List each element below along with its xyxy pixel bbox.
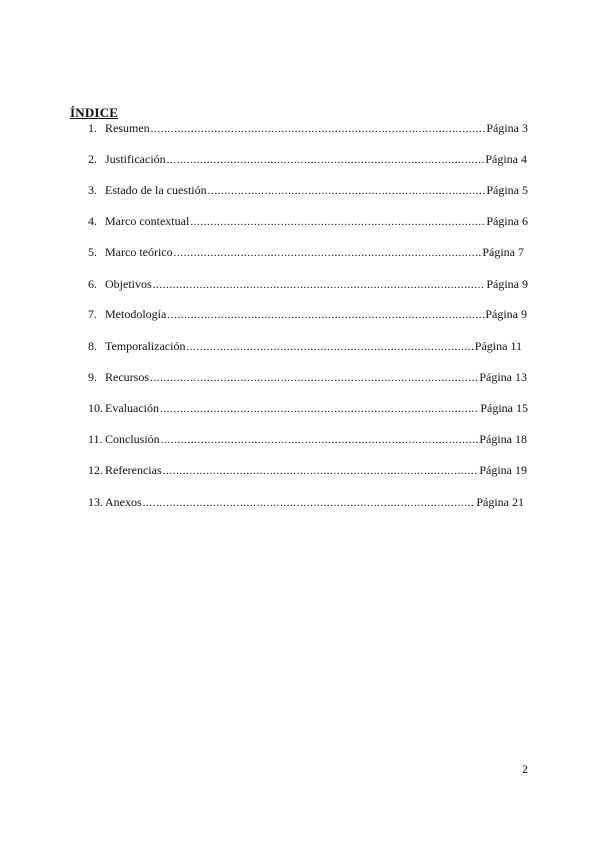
toc-dot-leader <box>161 434 479 446</box>
toc-entry <box>88 277 528 293</box>
toc-entry-page: Página 4 <box>485 152 527 166</box>
toc-entry <box>88 401 528 417</box>
toc-entry-page: Página 7 <box>482 245 524 259</box>
toc-dot-leader <box>186 341 473 353</box>
toc-entry-number: 6. <box>88 277 97 291</box>
toc-entry-label: Marco teórico <box>105 245 173 259</box>
toc-entry-number: 4. <box>88 214 97 228</box>
toc-dot-leader <box>167 309 484 321</box>
toc-entry <box>88 214 528 230</box>
toc-entry-page: Página 11 <box>474 339 522 353</box>
toc-dot-leader <box>143 497 476 509</box>
toc-dot-leader <box>153 279 486 291</box>
toc-dot-leader <box>163 465 479 477</box>
toc-entry-page: Página 18 <box>479 432 527 446</box>
toc-entry-label: Recursos <box>105 370 149 384</box>
toc-title: ÍNDICE <box>70 105 119 120</box>
toc-entry-label: Referencias <box>105 463 162 477</box>
toc-entry-number: 11. <box>88 432 103 446</box>
toc-entry-page: Página 19 <box>479 463 527 477</box>
toc-entry <box>88 370 527 386</box>
toc-dot-leader <box>167 154 485 166</box>
toc-entry-label: Temporalización <box>105 339 186 353</box>
toc-entry-number: 13. <box>88 495 103 509</box>
toc-entry-number: 10. <box>88 401 103 415</box>
toc-entry-label: Anexos <box>105 495 142 509</box>
toc-entry-label: Justificación <box>105 152 166 166</box>
toc-dot-leader <box>150 372 478 384</box>
toc-entry-number: 2. <box>88 152 97 166</box>
toc-entry-number: 8. <box>88 339 97 353</box>
toc-dot-leader <box>208 185 486 197</box>
toc-entry-label: Estado de la cuestión <box>105 183 207 197</box>
toc-dot-leader <box>190 216 485 228</box>
toc-entry-page: Página 5 <box>486 183 528 197</box>
toc-entry-label: Marco contextual <box>105 214 190 228</box>
toc-entry-page: Página 9 <box>485 307 527 321</box>
toc-entry-page: Página 6 <box>486 214 528 228</box>
toc-entry-number: 3. <box>88 183 97 197</box>
toc-entry <box>88 495 524 511</box>
toc-entry-page: Página 9 <box>486 277 528 291</box>
toc-entry-label: Metodología <box>105 307 167 321</box>
toc-entry <box>88 121 528 137</box>
page-number: 2 <box>522 762 528 776</box>
toc-entry <box>88 152 527 168</box>
toc-dot-leader <box>160 403 479 415</box>
toc-entry-page: Página 15 <box>480 401 528 415</box>
toc-entry <box>88 245 524 261</box>
toc-entry-number: 5. <box>88 245 97 259</box>
toc-entry <box>88 463 527 479</box>
toc-entry-number: 12. <box>88 463 103 477</box>
toc-dot-leader <box>174 247 482 259</box>
toc-entry <box>88 339 522 355</box>
toc-entry-number: 1. <box>88 121 97 135</box>
toc-entry-page: Página 13 <box>479 370 527 384</box>
toc-entry-number: 7. <box>88 307 97 321</box>
toc-entry <box>88 432 527 448</box>
toc-entry-label: Resumen <box>105 121 150 135</box>
toc-entry-page: Página 21 <box>476 495 524 509</box>
toc-entry <box>88 183 528 199</box>
toc-entry-label: Objetivos <box>105 277 152 291</box>
toc-entry-label: Conclusión <box>105 432 160 446</box>
toc-dot-leader <box>151 123 486 135</box>
toc-entry <box>88 307 527 323</box>
toc-entry-page: Página 3 <box>486 121 528 135</box>
toc-entry-label: Evaluación <box>105 401 159 415</box>
toc-entry-number: 9. <box>88 370 97 384</box>
